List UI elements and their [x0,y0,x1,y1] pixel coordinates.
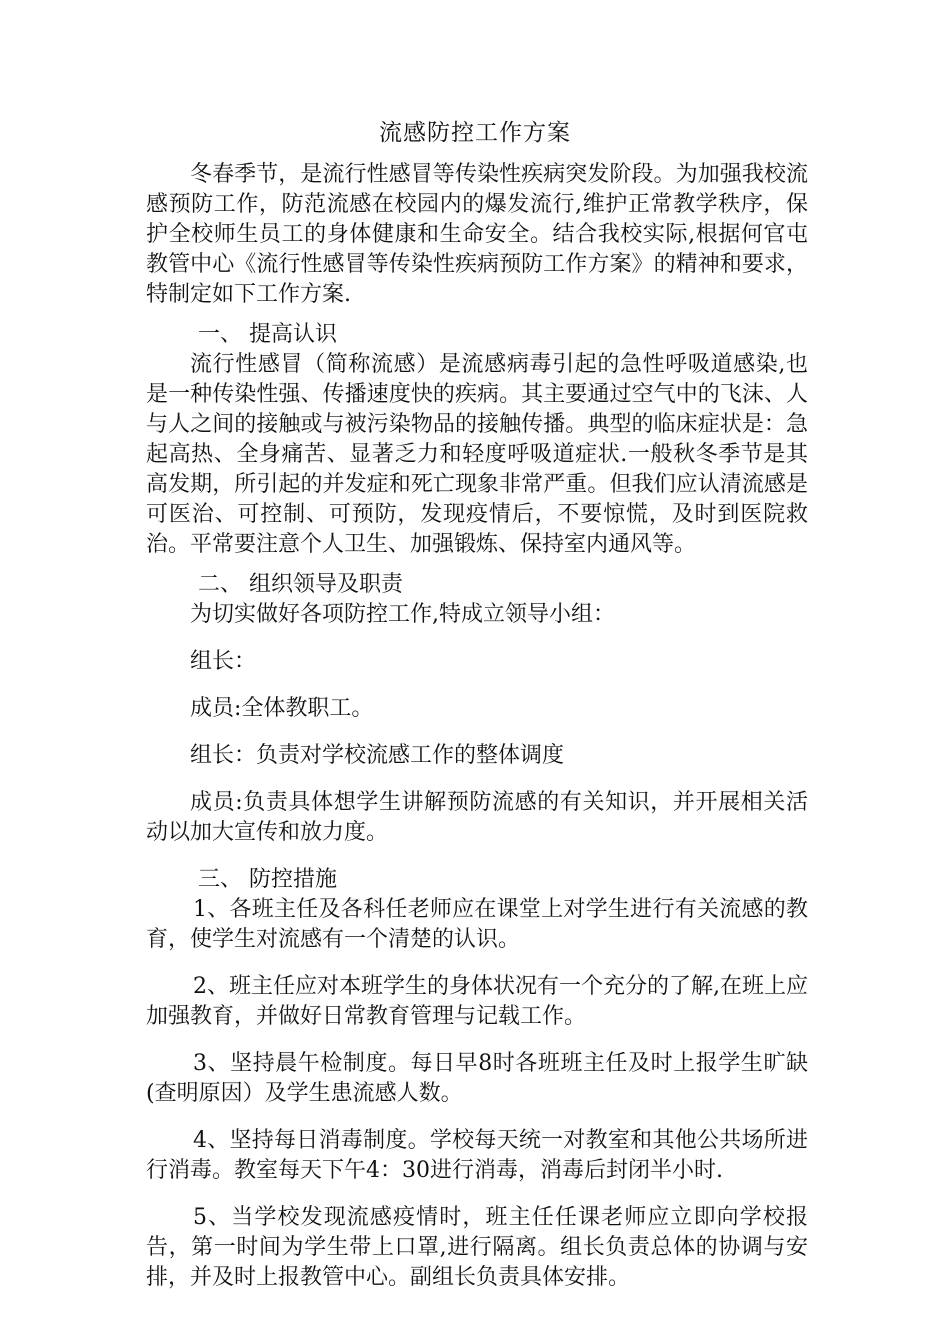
intro-paragraph: 冬春季节，是流行性感冒等传染性疾病突发阶段。为加强我校流感预防工作，防范流感在校园内的爆发流行,维护正常教学秩序，保护全校师生员工的身体健康和生命安全。结合我校实际,根据何官屯教管中心《流行性感冒等传染性疾病预防工作方案》的精神和要求，特制定如下工作方案. [146,162,808,307]
group-members-line: 成员:全体教职工。 [190,696,374,721]
measure-4: 4、坚持每日消毒制度。学校每天统一对教室和其他公共场所进行消毒。教室每天下午4：30进行消毒，消毒后封闭半小时. [146,1128,808,1183]
measure-2: 2、班主任应对本班学生的身体状况有一个充分的了解,在班上应加强教育，并做好日常教育管理与记载工作。 [146,974,808,1029]
group-leader-line: 组长： [190,649,257,674]
measure-1: 1、各班主任及各科任老师应在课堂上对学生进行有关流感的教育，使学生对流感有一个清楚的认识。 [146,897,808,952]
document-body [146,160,808,1293]
section-heading-1: 一、 提高认识 [198,322,337,347]
leadership-intro: 为切实做好各项防控工作,特成立领导小组： [190,602,615,627]
group-leader-duty: 组长：负责对学校流感工作的整体调度 [190,743,565,768]
measure-5: 5、当学校发现流感疫情时，班主任任课老师应立即向学校报告，第一时间为学生带上口罩,进行隔离。组长负责总体的协调与安排，并及时上报教管中心。副组长负责具体安排。 [146,1205,808,1290]
section-1-paragraph-1: 流行性感冒（简称流感）是流感病毒引起的急性呼吸道感染,也是一种传染性强、传播速度快的疾病。其主要通过空气中的飞沫、人与人之间的接触或与被污染物品的接触传播。典型的临床症状是：急起高热、全身痛苦、显著乏力和轻度呼吸道症状.一般秋冬季节是其高发期，所引起的并发症和死亡现象非常严重。但我们应认清流感是可医治、可控制、可预防，发现疫情后，不要惊慌，及时到医院救治。平常要注意个人卫生、加强锻炼、保持室内通风等。 [146,352,808,557]
document-title: 流感防控工作方案 [379,120,571,146]
measure-3: 3、坚持晨午检制度。每日早8时各班班主任及时上报学生旷缺(查明原因）及学生患流感人数。 [146,1051,808,1106]
section-heading-3: 三、 防控措施 [198,867,337,892]
group-members-duty: 成员:负责具体想学生讲解预防流感的有关知识，并开展相关活动以加大宣传和放力度。 [146,790,808,845]
section-heading-2: 二、 组织领导及职责 [198,572,403,597]
